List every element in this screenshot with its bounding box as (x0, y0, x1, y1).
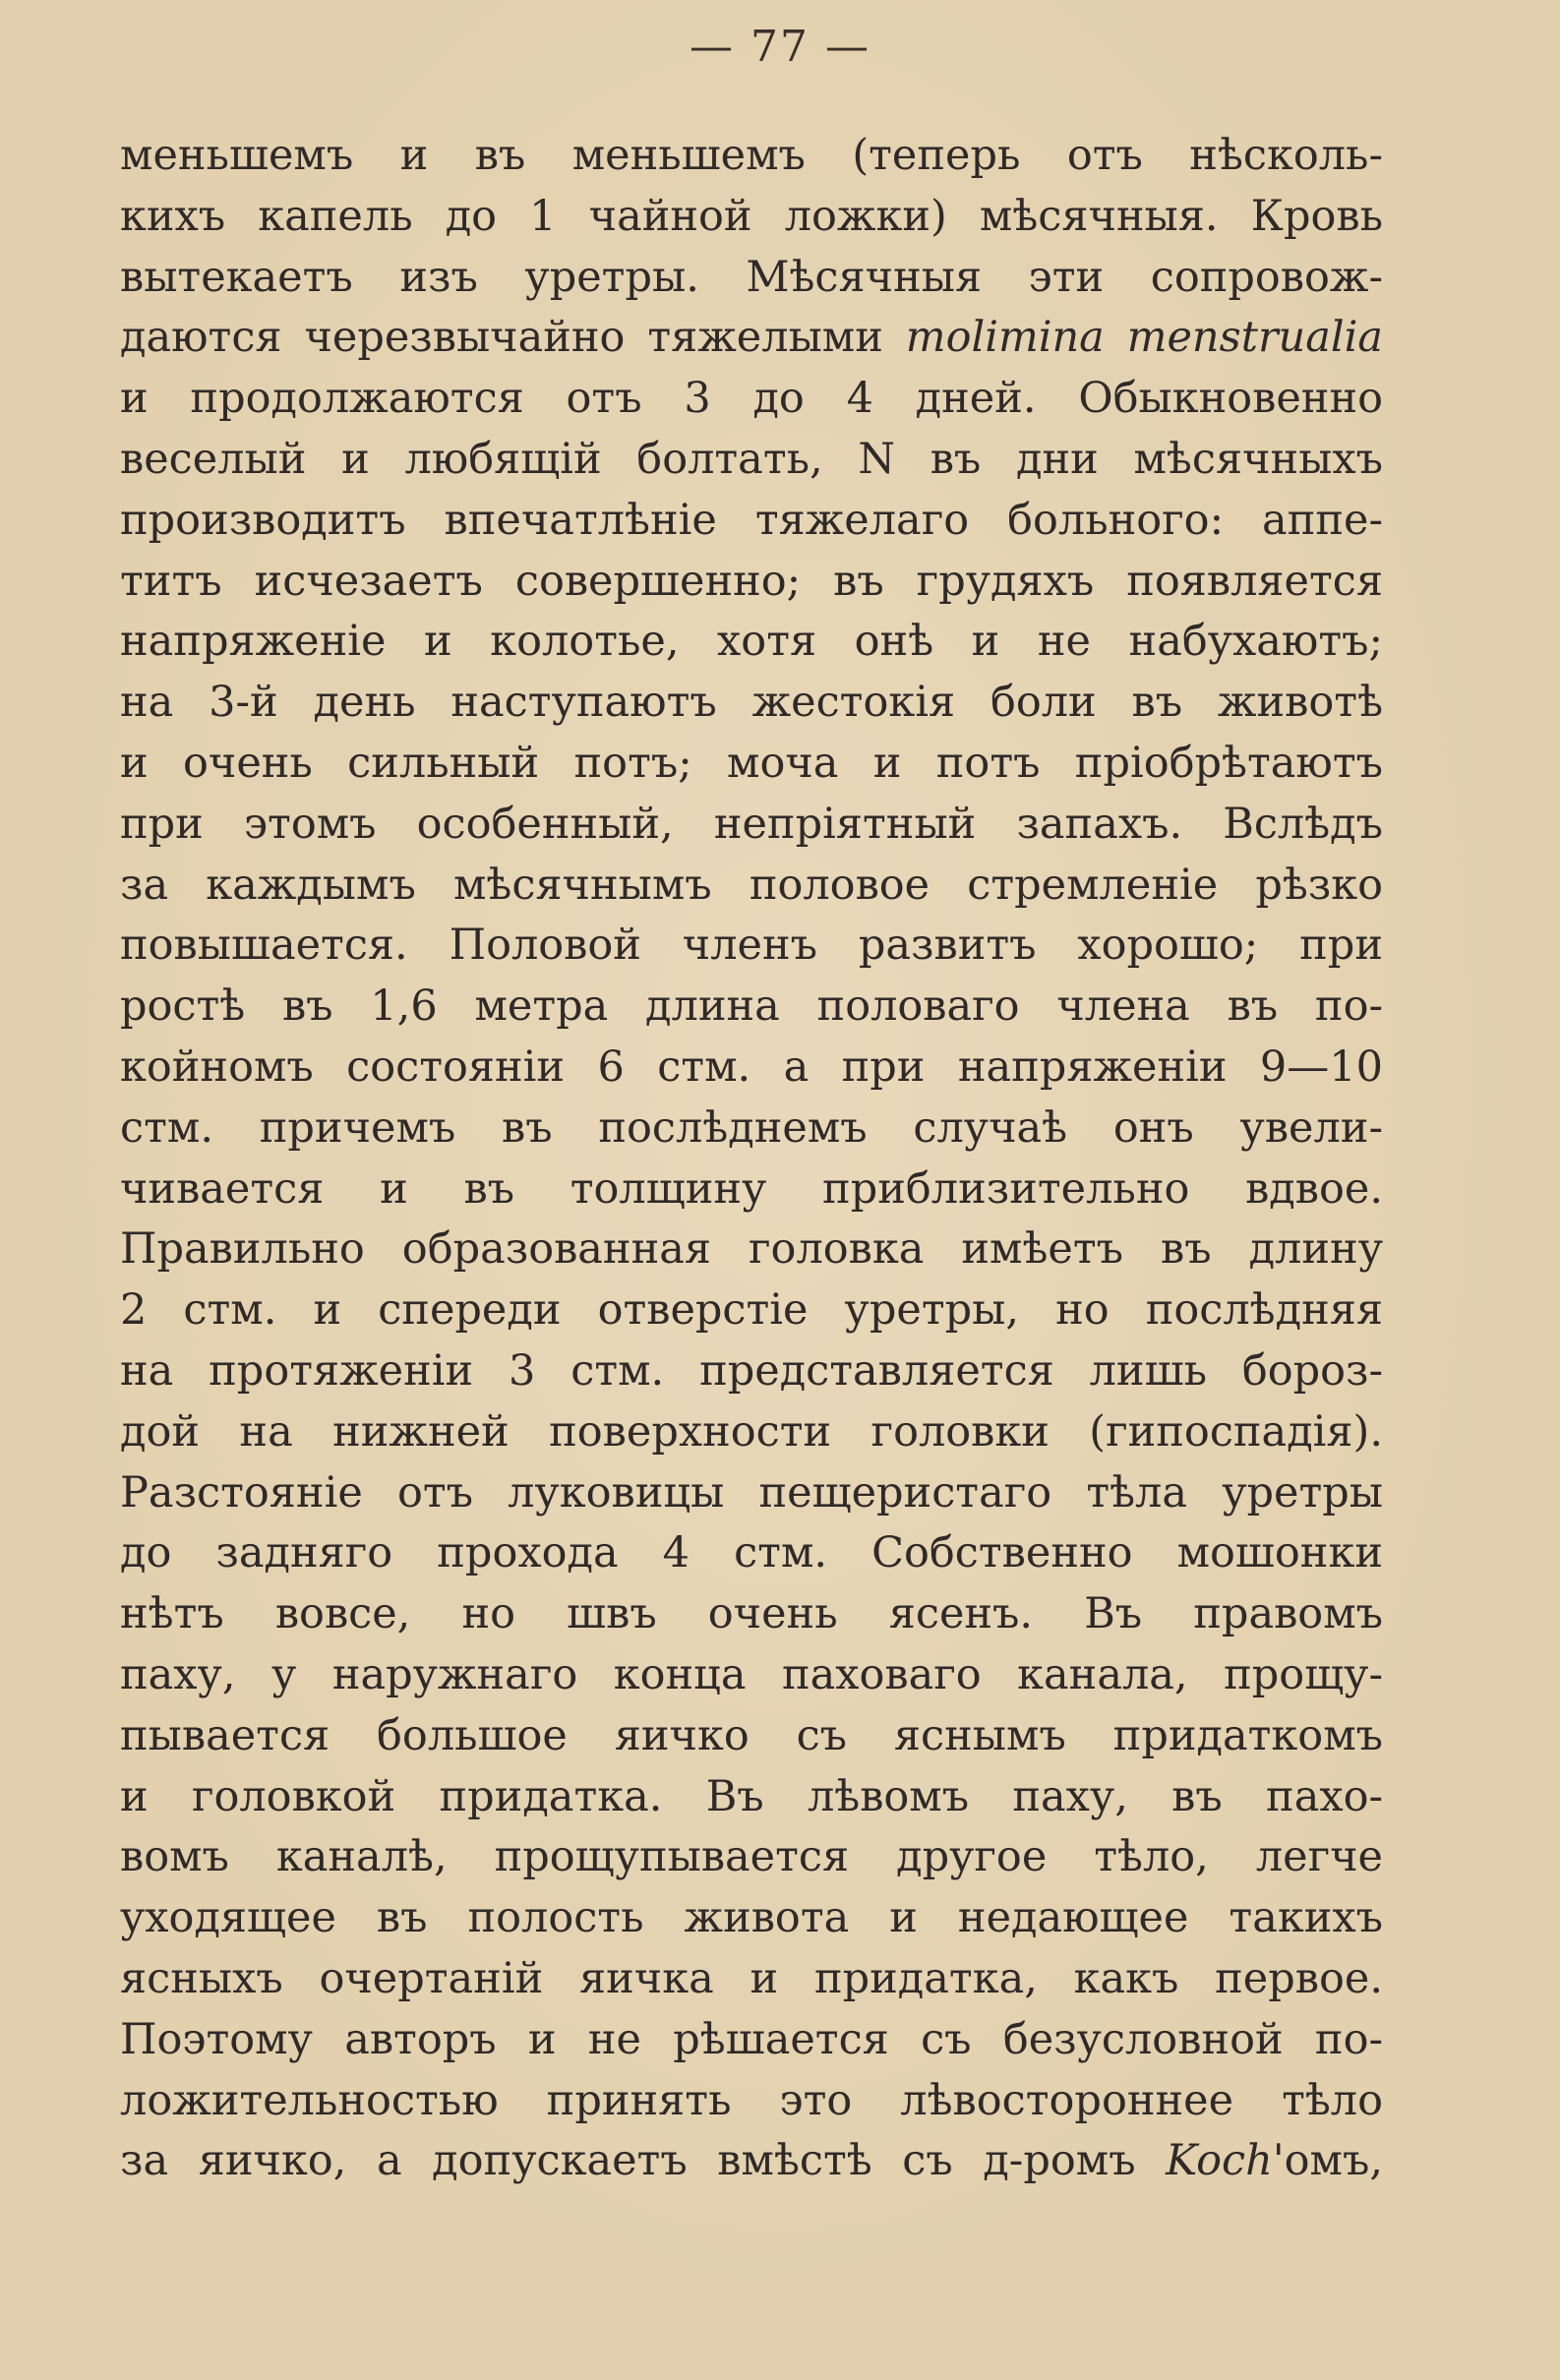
text-line (120, 1827, 1383, 1888)
text-line (120, 1949, 1383, 2010)
text-segment: нѣтъ вовсе, но швъ очень ясенъ. Въ правомъ (120, 1589, 1383, 1639)
text-segment: ясныхъ очертаній яичка и придатка, какъ первое. (120, 1953, 1383, 2003)
text-segment: паху, у наружнаго конца паховаго канала, прощу- (120, 1649, 1383, 1699)
text-segment: и головкой придатка. Въ лѣвомъ паху, въ пахо- (120, 1771, 1383, 1821)
text-line (120, 1645, 1383, 1706)
text-line (120, 308, 1383, 369)
text-segment: до задняго прохода 4 стм. Собственно мошонки (120, 1528, 1383, 1578)
text-segment: даются черезвычайно тяжелыми (120, 313, 906, 363)
text-line (120, 977, 1383, 1038)
text-segment: за яичко, а допускаетъ вмѣстѣ съ д-ромъ (120, 2136, 1167, 2186)
text-segment: Разстояніе отъ луковицы пещеристаго тѣла уретры (120, 1467, 1383, 1517)
text-line (120, 2010, 1383, 2071)
text-line (120, 248, 1383, 309)
text-segment: производитъ впечатлѣніе тяжелаго больного: аппе- (120, 495, 1383, 545)
text-line (120, 1341, 1383, 1402)
text-segment: вомъ каналѣ, прощупывается другое тѣло, легче (120, 1832, 1383, 1882)
text-line (120, 430, 1383, 491)
text-line (120, 1038, 1383, 1099)
text-line (120, 1099, 1383, 1160)
text-segment: и продолжаются отъ 3 до 4 дней. Обыкновенно (120, 374, 1383, 424)
text-segment: molimina menstrualia (905, 313, 1383, 363)
text-segment: уходящее въ полость живота и недающее такихъ (120, 1893, 1383, 1943)
text-segment: при этомъ особенный, непріятный запахъ. Вслѣдъ (120, 799, 1383, 849)
text-line (120, 2071, 1383, 2132)
text-segment: и очень сильный потъ; моча и потъ пріобрѣтаютъ (120, 738, 1383, 788)
text-segment: стм. причемъ въ послѣднемъ случаѣ онъ увели- (120, 1102, 1383, 1153)
text-line (120, 1160, 1383, 1220)
text-segment: пывается большое яичко съ яснымъ придаткомъ (120, 1710, 1383, 1760)
page-number: — 77 — (690, 22, 870, 72)
text-segment: титъ исчезаетъ совершенно; въ грудяхъ появляется (120, 556, 1383, 606)
text-segment: Правильно образованная головка имѣетъ въ длину (120, 1224, 1383, 1275)
text-line (120, 369, 1383, 430)
text-segment: меньшемъ и въ меньшемъ (теперь отъ нѣсколь- (120, 131, 1383, 180)
body-text (120, 126, 1383, 2192)
text-line (120, 1767, 1383, 1828)
text-segment: напряженіе и колотье, хотя онѣ и не набухаютъ; (120, 617, 1383, 667)
text-segment: Поэтому авторъ и не рѣшается съ безусловной по- (120, 2014, 1383, 2064)
text-segment: веселый и любящій болтать, N въ дни мѣсячныхъ (120, 434, 1383, 484)
text-line (120, 126, 1383, 187)
text-line (120, 734, 1383, 795)
text-segment: Koch (1166, 2136, 1273, 2186)
text-segment: 2 стм. и спереди отверстіе уретры, но послѣдняя (120, 1285, 1383, 1336)
text-segment: ложительностью принять это лѣвостороннее тѣло (120, 2075, 1383, 2125)
text-segment: на 3-й день наступаютъ жестокія боли въ животѣ (120, 678, 1383, 728)
text-segment: 'омъ, (1272, 2136, 1383, 2186)
text-line (120, 552, 1383, 613)
text-segment: вытекаетъ изъ уретры. Мѣсячныя эти сопровож- (120, 252, 1383, 302)
text-segment: за каждымъ мѣсячнымъ половое стремленіе рѣзко (120, 860, 1383, 910)
text-line (120, 1523, 1383, 1584)
text-segment: дой на нижней поверхности головки (гипоспадія). (120, 1406, 1383, 1457)
text-line (120, 187, 1383, 248)
text-line (120, 491, 1383, 552)
text-segment: на протяженіи 3 стм. представляется лишь бороз- (120, 1345, 1383, 1396)
text-line (120, 1280, 1383, 1341)
text-line (120, 795, 1383, 856)
text-line (120, 1220, 1383, 1280)
text-line (120, 916, 1383, 977)
text-line (120, 673, 1383, 734)
text-segment: кихъ капель до 1 чайной ложки) мѣсячныя. Кровь (120, 191, 1383, 241)
text-segment: ростѣ въ 1,6 метра длина половаго члена въ по- (120, 982, 1383, 1032)
text-line (120, 1402, 1383, 1463)
text-line (120, 1584, 1383, 1645)
text-line (120, 856, 1383, 917)
text-segment: койномъ состояніи 6 стм. а при напряженіи 9—10 (120, 1041, 1383, 1092)
text-line (120, 2131, 1383, 2192)
text-line (120, 1463, 1383, 1524)
text-segment: чивается и въ толщину приблизительно вдвое. (120, 1163, 1383, 1214)
text-line (120, 1888, 1383, 1949)
text-segment: повышается. Половой членъ развитъ хорошо; при (120, 921, 1383, 971)
text-line (120, 612, 1383, 673)
text-line (120, 1706, 1383, 1767)
